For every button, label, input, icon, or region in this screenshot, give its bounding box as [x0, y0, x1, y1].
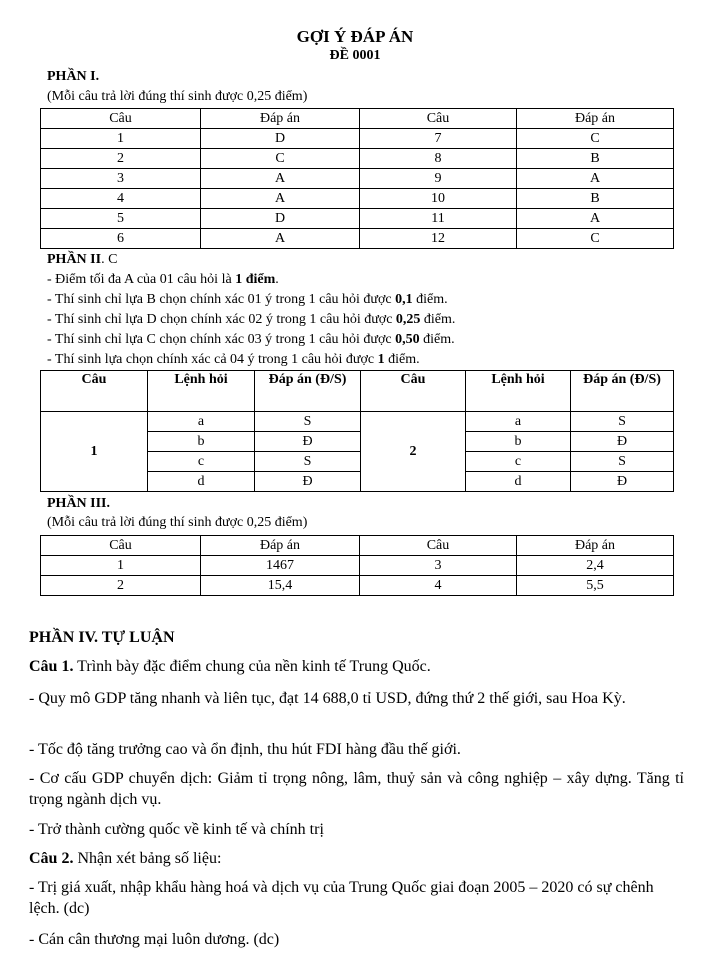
table-cell: D [201, 129, 360, 149]
part2-rule [47, 312, 455, 328]
table-row [41, 412, 674, 432]
header-cell: Câu [361, 371, 466, 412]
table-cell: a [148, 412, 255, 432]
table-cell: 3 [360, 556, 517, 576]
question-1 [29, 656, 684, 677]
question-number-cell: 1 [41, 412, 148, 492]
rule-text: - Thí sinh chỉ lựa C chọn chính xác 03 ý trong 1 câu hỏi được [47, 332, 396, 347]
table-row [41, 169, 674, 189]
table-cell: 7 [360, 129, 517, 149]
table-cell: A [201, 169, 360, 189]
header-cell: Câu [41, 371, 148, 412]
rule-text: - Điểm tối đa A của 01 câu hỏi là [47, 272, 236, 287]
exam-code: ĐỀ 0001 [329, 48, 381, 63]
header-cell: Đáp án [517, 109, 674, 129]
table-cell: Đ [571, 472, 674, 492]
table-cell: 2,4 [517, 556, 674, 576]
table-cell: 2 [41, 576, 201, 596]
part3-heading: PHẦN III. [47, 496, 111, 511]
answer-point: - Quy mô GDP tăng nhanh và liên tục, đạt 14 688,0 tỉ USD, đứng thứ 2 thế giới, sau Hoa Kỳ. [29, 690, 626, 707]
table-cell: 4 [360, 576, 517, 596]
part1-answer-table [40, 108, 674, 249]
header-cell: Đáp án [201, 536, 360, 556]
question-2-label: Câu 2. [29, 850, 74, 867]
answer-point: - Tốc độ tăng trưởng cao và ổn định, thu hút FDI hàng đầu thế giới. [29, 741, 461, 758]
question-number-cell: 2 [361, 412, 466, 492]
question-1-label: Câu 1. [29, 658, 74, 675]
table-cell: d [466, 472, 571, 492]
table-cell: 1467 [201, 556, 360, 576]
table-cell: S [571, 452, 674, 472]
rule-suffix: điểm. [384, 352, 420, 367]
table-cell: S [255, 412, 361, 432]
part2-rule [47, 352, 420, 368]
table-cell: S [571, 412, 674, 432]
part3-answer-table [40, 535, 674, 596]
table-cell: A [517, 209, 674, 229]
table-cell: 5 [41, 209, 201, 229]
table-cell: 2 [41, 149, 201, 169]
table-row [41, 209, 674, 229]
table-cell: B [517, 149, 674, 169]
table-cell: 6 [41, 229, 201, 249]
table-cell: Đ [255, 472, 361, 492]
table-cell: S [255, 452, 361, 472]
rule-suffix: . [275, 272, 279, 287]
rule-text: - Thí sinh chỉ lựa B chọn chính xác 01 ý trong 1 câu hỏi được [47, 292, 396, 307]
part2-rule [47, 292, 448, 308]
table-row [41, 149, 674, 169]
header-cell: Đáp án (Đ/S) [255, 371, 361, 412]
rule-score: 0,50 [395, 332, 420, 347]
part4-heading: PHẦN IV. TỰ LUẬN [29, 629, 175, 646]
rule-text: - Thí sinh lựa chọn chính xác cả 04 ý trong 1 câu hỏi được [47, 352, 378, 367]
rule-score: 0,1 [395, 292, 413, 307]
part2-rule [47, 272, 279, 288]
table-cell: B [517, 189, 674, 209]
table-cell: A [201, 229, 360, 249]
table-cell: A [201, 189, 360, 209]
header-cell: Lệnh hỏi [148, 371, 255, 412]
part1-heading: PHẦN I. [47, 69, 100, 84]
question-2 [29, 848, 684, 869]
table-cell: a [466, 412, 571, 432]
table-cell: 12 [360, 229, 517, 249]
table-cell: 10 [360, 189, 517, 209]
table-cell: Đ [571, 432, 674, 452]
answer-point: - Trở thành cường quốc về kinh tế và chính trị [29, 821, 324, 838]
table-row [41, 189, 674, 209]
table-header-row [41, 536, 674, 556]
table-cell: 11 [360, 209, 517, 229]
table-cell: b [148, 432, 255, 452]
table-cell: 15,4 [201, 576, 360, 596]
answer-point: - Trị giá xuất, nhập khẩu hàng hoá và dịch vụ của Trung Quốc giai đoạn 2005 – 2020 có sự chênh lệch. (dc) [29, 879, 654, 917]
part2-rule [47, 332, 455, 348]
table-cell: 8 [360, 149, 517, 169]
table-row [41, 229, 674, 249]
header-cell: Đáp án (Đ/S) [571, 371, 674, 412]
table-row [41, 556, 674, 576]
document-title: GỢI Ý ĐÁP ÁN [296, 27, 414, 46]
part2-heading: PHẦN II [47, 252, 102, 267]
rule-score: 1 điểm [235, 272, 276, 287]
header-cell: Câu [360, 536, 517, 556]
part2-heading-suffix: . C [101, 252, 118, 267]
part2-answer-table [40, 370, 674, 492]
table-cell: 1 [41, 556, 201, 576]
part2-heading-line [47, 252, 117, 268]
table-cell: c [466, 452, 571, 472]
table-cell: 9 [360, 169, 517, 189]
table-header-row [41, 371, 674, 412]
table-row [41, 129, 674, 149]
rule-suffix: điểm. [419, 332, 455, 347]
table-header-row [41, 109, 674, 129]
header-cell: Đáp án [201, 109, 360, 129]
header-cell: Câu [41, 109, 201, 129]
header-cell: Câu [360, 109, 517, 129]
table-cell: C [517, 229, 674, 249]
table-cell: Đ [255, 432, 361, 452]
header-cell: Đáp án [517, 536, 674, 556]
table-cell: D [201, 209, 360, 229]
table-cell: c [148, 452, 255, 472]
table-cell: 1 [41, 129, 201, 149]
rule-suffix: điểm. [420, 312, 456, 327]
rule-suffix: điểm. [412, 292, 448, 307]
question-1-text: Trình bày đặc điểm chung của nền kinh tế Trung Quốc. [73, 658, 431, 675]
part3-note: (Mỗi câu trả lời đúng thí sinh được 0,25 điểm) [47, 515, 308, 530]
table-cell: 5,5 [517, 576, 674, 596]
table-cell: d [148, 472, 255, 492]
rule-score: 1 [377, 352, 385, 367]
answer-point: - Cơ cấu GDP chuyển dịch: Giảm tỉ trọng nông, lâm, thuỷ sản và công nghiệp – xây dựng. Tăng tỉ trọng ngành dịch vụ. [29, 770, 684, 808]
table-cell: A [517, 169, 674, 189]
answer-point: - Cán cân thương mại luôn dương. (dc) [29, 931, 280, 948]
header-cell: Câu [41, 536, 201, 556]
rule-score: 0,25 [395, 312, 421, 327]
table-cell: C [201, 149, 360, 169]
table-row [41, 576, 674, 596]
question-2-text: Nhận xét bảng số liệu: [73, 850, 222, 867]
table-cell: 4 [41, 189, 201, 209]
rule-text: - Thí sinh chỉ lựa D chọn chính xác 02 ý trong 1 câu hỏi được [47, 312, 396, 327]
header-cell: Lệnh hỏi [466, 371, 571, 412]
table-cell: C [517, 129, 674, 149]
table-cell: b [466, 432, 571, 452]
part1-note: (Mỗi câu trả lời đúng thí sinh được 0,25 điểm) [47, 89, 308, 104]
table-cell: 3 [41, 169, 201, 189]
